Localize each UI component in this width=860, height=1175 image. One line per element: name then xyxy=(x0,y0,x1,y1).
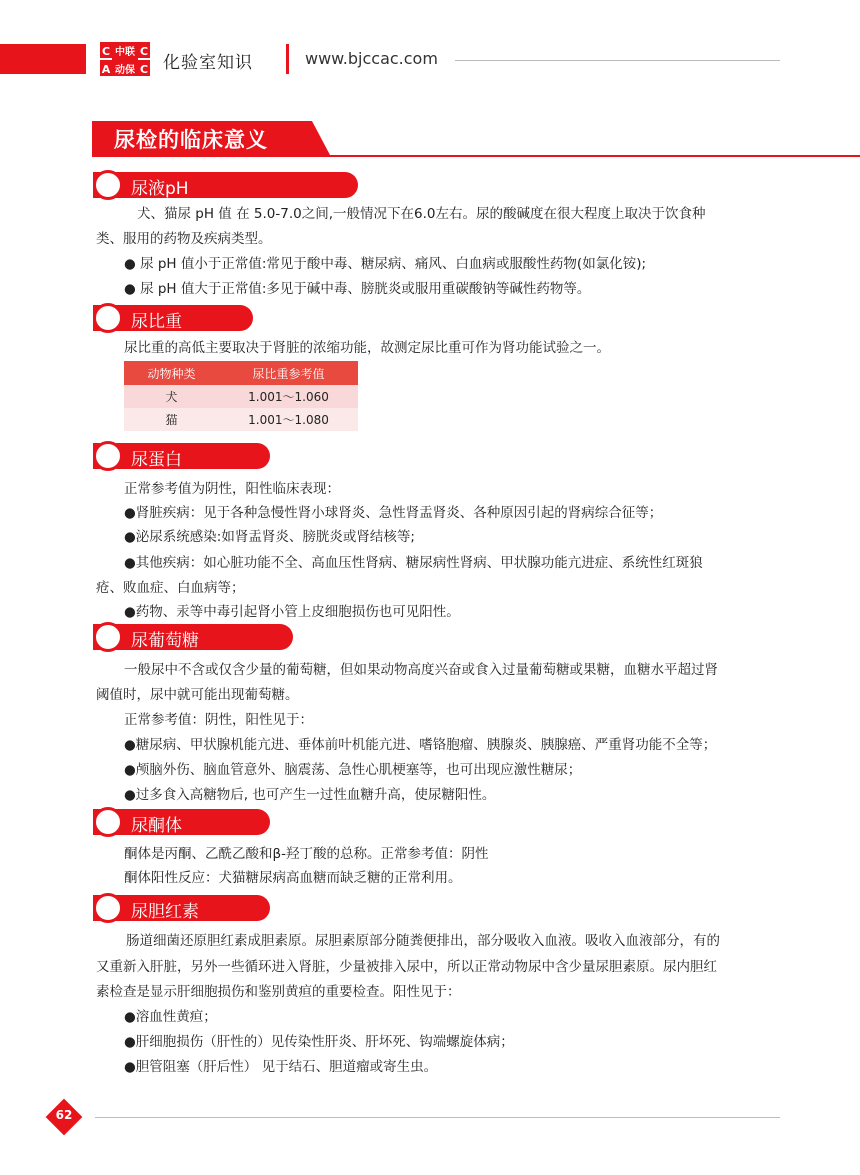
section-heading-label: 尿酮体 xyxy=(131,816,182,836)
logo-text-bottom: 动保 xyxy=(115,65,135,76)
footer-rule xyxy=(95,1117,780,1118)
page-title: 尿检的临床意义 xyxy=(114,128,268,152)
paragraph-line: 正常参考值：阴性，阳性见于： xyxy=(124,712,313,728)
section-heading-urobilinogen xyxy=(93,895,270,921)
table-header: 动物种类 xyxy=(124,361,219,385)
section-heading-ph xyxy=(93,172,358,198)
bullet-circle-icon xyxy=(93,893,123,923)
table-cell: 1.001～1.060 xyxy=(219,385,358,408)
bullet-item: ●肝细胞损伤（肝性的）见传染性肝炎、肝坏死、钩端螺旋体病； xyxy=(124,1034,514,1050)
bullet-circle-icon xyxy=(93,622,123,652)
paragraph-line: 酮体阳性反应：犬猫糖尿病高血糖而缺乏糖的正常利用。 xyxy=(124,870,462,886)
bullet-item: ●泌尿系统感染:如肾盂肾炎、膀胱炎或肾结核等; xyxy=(124,529,415,545)
page-number: 62 xyxy=(55,1108,73,1122)
bullet-circle-icon xyxy=(93,441,123,471)
paragraph-line: 犬、猫尿 pH 值 在 5.0-7.0之间,一般情况下在6.0左右。尿的酸碱度在很大程度上取决于饮食种 xyxy=(137,206,706,222)
table-row xyxy=(124,408,358,431)
site-url[interactable]: www.bjccac.com xyxy=(305,49,438,68)
bullet-circle-icon xyxy=(93,170,123,200)
section-heading-specific-gravity xyxy=(93,305,253,331)
paragraph-line: 尿比重的高低主要取决于肾脏的浓缩功能，故测定尿比重可作为肾功能试验之一。 xyxy=(124,340,610,356)
bullet-item: ●过多食入高糖物后, 也可产生一过性血糖升高，使尿糖阳性。 xyxy=(124,787,496,803)
bullet-item: ●肾脏疾病：见于各种急慢性肾小球肾炎、急性肾盂肾炎、各种原因引起的肾病综合征等； xyxy=(124,505,663,521)
logo-letter-1: C xyxy=(101,45,111,58)
logo-letter-3: A xyxy=(101,63,111,76)
paragraph-line: 阈值时，尿中就可能出现葡萄糖。 xyxy=(96,687,299,703)
header-accent-bar xyxy=(0,44,86,74)
logo-letter-2: C xyxy=(139,45,149,58)
header-rule xyxy=(455,60,780,61)
bullet-item: ●颅脑外伤、脑血管意外、脑震荡、急性心肌梗塞等，也可出现应激性糖尿； xyxy=(124,762,582,778)
table-header: 尿比重参考值 xyxy=(219,361,358,385)
paragraph-line: 疮、败血症、白血病等； xyxy=(96,580,245,596)
section-heading-ketone xyxy=(93,809,270,835)
bullet-circle-icon xyxy=(93,303,123,333)
section-heading-label: 尿蛋白 xyxy=(131,450,182,470)
section-heading-label: 尿液pH xyxy=(131,179,189,199)
logo-text-top: 中联 xyxy=(115,47,135,58)
section-heading-label: 尿胆红素 xyxy=(131,902,199,922)
bullet-item: ●药物、汞等中毒引起肾小管上皮细胞损伤也可见阳性。 xyxy=(124,604,460,620)
bullet-circle-icon xyxy=(93,807,123,837)
bullet-item: ● 尿 pH 值大于正常值:多见于碱中毒、膀胱炎或服用重碳酸钠等碱性药物等。 xyxy=(124,281,591,297)
paragraph-line: 又重新入肝脏，另外一些循环进入肾脏，少量被排入尿中，所以正常动物尿中含少量尿胆素原。尿内胆红 xyxy=(96,959,717,975)
section-heading-label: 尿葡萄糖 xyxy=(131,631,199,651)
table-cell: 犬 xyxy=(124,385,219,408)
title-underline xyxy=(92,155,860,157)
logo xyxy=(96,40,154,78)
brand-title: 化验室知识 xyxy=(163,53,253,73)
bullet-item: ●其他疾病：如心脏功能不全、高血压性肾病、糖尿病性肾病、甲状腺功能亢进症、系统性红斑狼 xyxy=(124,555,703,571)
table-cell: 1.001～1.080 xyxy=(219,408,358,431)
specific-gravity-table xyxy=(124,361,358,431)
header-divider xyxy=(286,44,289,74)
section-heading-label: 尿比重 xyxy=(131,312,182,332)
bullet-item: ●溶血性黄疸； xyxy=(124,1009,217,1025)
bullet-item: ● 尿 pH 值小于正常值:常见于酸中毒、糖尿病、痛风、白血病或服酸性药物(如氯化铵); xyxy=(124,256,647,272)
paragraph-line: 酮体是丙酮、乙酰乙酸和β-羟丁酸的总称。正常参考值：阴性 xyxy=(124,846,489,862)
bullet-item: ●糖尿病、甲状腺机能亢进、垂体前叶机能亢进、嗜铬胞瘤、胰腺炎、胰腺癌、严重肾功能不全等； xyxy=(124,737,717,753)
section-heading-protein xyxy=(93,443,270,469)
paragraph-line: 类、服用的药物及疾病类型。 xyxy=(96,231,272,247)
bullet-item: ●胆管阻塞（肝后性） 见于结石、胆道瘤或寄生虫。 xyxy=(124,1059,438,1075)
logo-letter-4: C xyxy=(139,63,149,76)
paragraph-line: 素检查是显示肝细胞损伤和鉴别黄疸的重要检查。阳性见于： xyxy=(96,984,461,1000)
paragraph-line: 肠道细菌还原胆红素成胆素原。尿胆素原部分随粪便排出，部分吸收入血液。吸收入血液部分，有的 xyxy=(126,933,720,949)
paragraph-line: 一般尿中不含或仅含少量的葡萄糖，但如果动物高度兴奋或食入过量葡萄糖或果糖，血糖水平超过肾 xyxy=(124,662,718,678)
table-row xyxy=(124,385,358,408)
paragraph-line: 正常参考值为阴性，阳性临床表现： xyxy=(124,481,340,497)
section-heading-glucose xyxy=(93,624,293,650)
table-cell: 猫 xyxy=(124,408,219,431)
